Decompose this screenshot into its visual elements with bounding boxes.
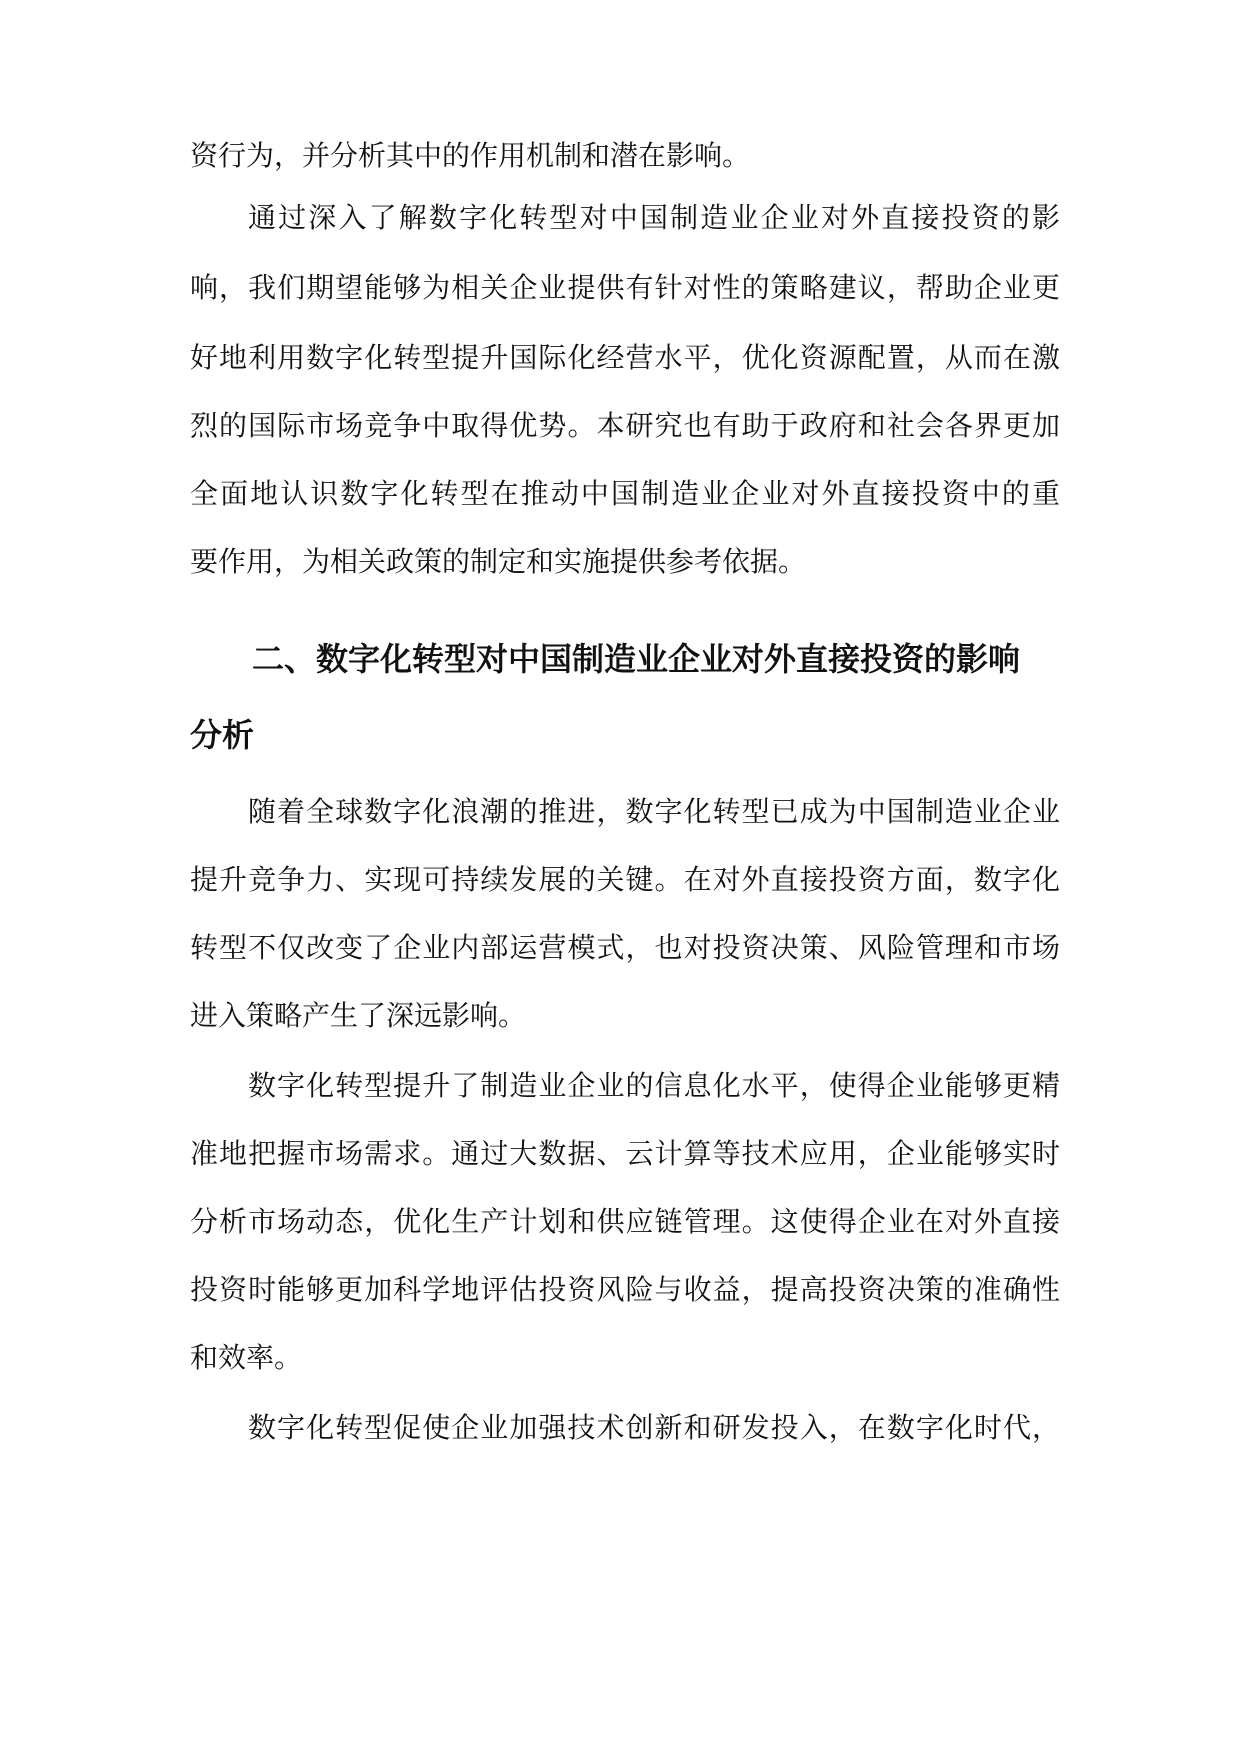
- paragraph-4-line-2: 准地把握市场需求。通过大数据、云计算等技术应用，企业能够实时: [190, 1137, 1060, 1170]
- section-heading-line-1: 二、数字化转型对中国制造业企业对外直接投资的影响: [252, 640, 1021, 678]
- paragraph-1-line-1: 资行为，并分析其中的作用机制和潜在影响。: [190, 139, 751, 172]
- paragraph-3-line-1: 随着全球数字化浪潮的推进，数字化转型已成为中国制造业企业: [248, 795, 1060, 828]
- paragraph-3-line-4: 进入策略产生了深远影响。: [190, 999, 527, 1032]
- paragraph-4-line-4: 投资时能够更加科学地评估投资风险与收益，提高投资决策的准确性: [190, 1273, 1060, 1306]
- paragraph-2-line-6: 要作用，为相关政策的制定和实施提供参考依据。: [190, 545, 807, 578]
- section-heading-line-2: 分析: [190, 716, 255, 754]
- paragraph-4-line-1: 数字化转型提升了制造业企业的信息化水平，使得企业能够更精: [248, 1069, 1060, 1102]
- paragraph-5-line-1: 数字化转型促使企业加强技术创新和研发投入，在数字化时代，: [248, 1411, 1060, 1444]
- paragraph-2-line-4: 烈的国际市场竞争中取得优势。本研究也有助于政府和社会各界更加: [190, 409, 1060, 442]
- paragraph-2-line-3: 好地利用数字化转型提升国际化经营水平，优化资源配置，从而在激: [190, 341, 1060, 374]
- paragraph-2-line-2: 响，我们期望能够为相关企业提供有针对性的策略建议，帮助企业更: [190, 271, 1060, 304]
- paragraph-2-line-1: 通过深入了解数字化转型对中国制造业企业对外直接投资的影: [248, 201, 1060, 234]
- paragraph-4-line-5: 和效率。: [190, 1341, 303, 1374]
- paragraph-3-line-2: 提升竞争力、实现可持续发展的关键。在对外直接投资方面，数字化: [190, 863, 1060, 896]
- paragraph-2-line-5: 全面地认识数字化转型在推动中国制造业企业对外直接投资中的重: [190, 477, 1060, 510]
- paragraph-3-line-3: 转型不仅改变了企业内部运营模式，也对投资决策、风险管理和市场: [190, 931, 1060, 964]
- paragraph-4-line-3: 分析市场动态，优化生产计划和供应链管理。这使得企业在对外直接: [190, 1205, 1060, 1238]
